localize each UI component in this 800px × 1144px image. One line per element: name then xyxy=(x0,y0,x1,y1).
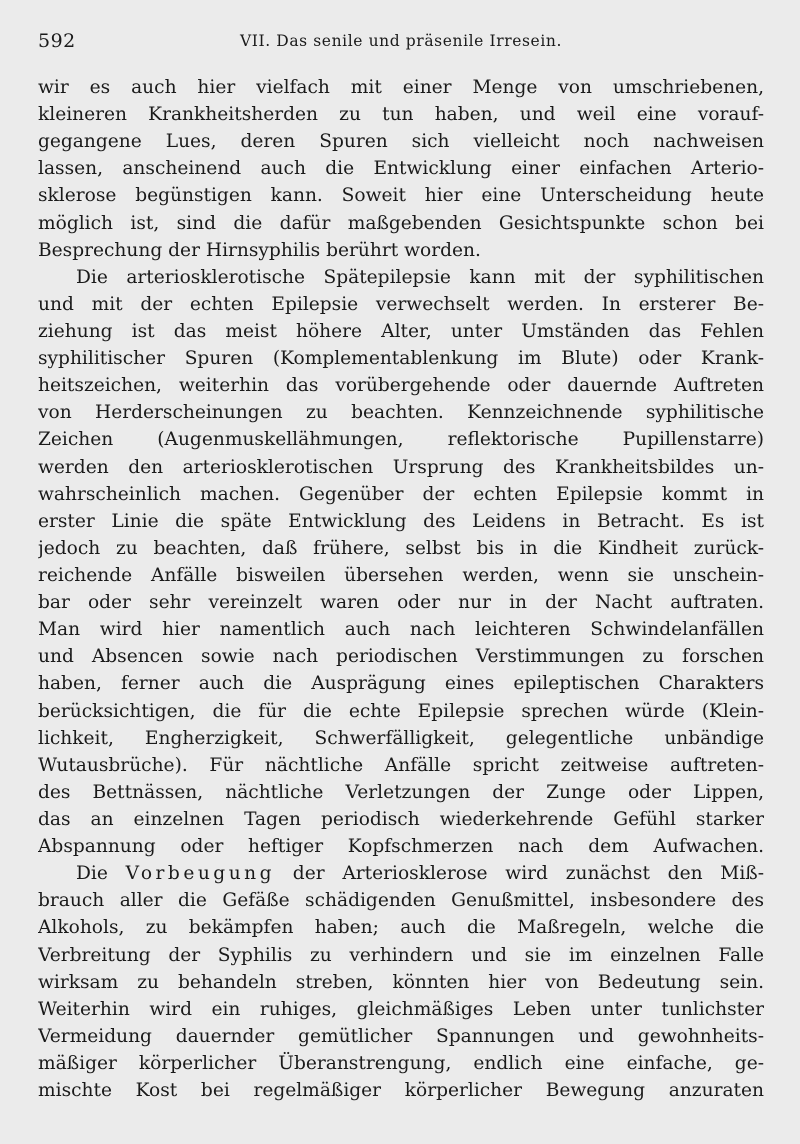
text-line: Verbreitung der Syphilis zu verhindern und sie im einzelnen Falle xyxy=(38,944,764,966)
text-line: lassen, anscheinend auch die Entwicklung einer einfachen Arterio- xyxy=(38,158,764,180)
text-line: Besprechung der Hirnsyphilis berührt worden. xyxy=(38,239,481,261)
page-header xyxy=(38,30,764,56)
running-head: VII. Das senile und präsenile Irresein. xyxy=(240,32,562,50)
text-segment: Die xyxy=(76,863,126,885)
text-line: sklerose begünstigen kann. Soweit hier eine Unterscheidung heute xyxy=(38,185,764,207)
text-line: wahrscheinlich machen. Gegenüber der echten Epilepsie kommt in xyxy=(38,483,764,505)
text-line: berücksichtigen, die für die echte Epilepsie sprechen würde (Klein- xyxy=(38,700,764,722)
text-line: das an einzelnen Tagen periodisch wiederkehrende Gefühl starker xyxy=(38,808,764,830)
text-line: von Herderscheinungen zu beachten. Kennzeichnende syphilitische xyxy=(38,402,764,424)
page-number: 592 xyxy=(38,30,76,52)
text-line: mäßiger körperlicher Überanstrengung, endlich eine einfache, ge- xyxy=(38,1052,764,1074)
text-line: heitszeichen, weiterhin das vorübergehende oder dauernde Auftreten xyxy=(38,375,764,397)
text-line: Wutausbrüche). Für nächtliche Anfälle spricht zeitweise auftreten- xyxy=(38,754,764,776)
text-line: mischte Kost bei regelmäßiger körperlicher Bewegung anzuraten xyxy=(38,1080,764,1102)
text-line: und mit der echten Epilepsie verwechselt werden. In ersterer Be- xyxy=(38,293,764,315)
text-line: wirksam zu behandeln streben, könnten hier von Bedeutung sein. xyxy=(38,971,764,993)
body-text xyxy=(38,74,764,1104)
text-line: kleineren Krankheitsherden zu tun haben, und weil eine vorauf- xyxy=(38,104,764,126)
text-line: möglich ist, sind die dafür maßgebenden Gesichtspunkte schon bei xyxy=(38,212,764,234)
text-line: Abspannung oder heftiger Kopfschmerzen nach dem Aufwachen. xyxy=(38,836,764,858)
text-line: lichkeit, Engherzigkeit, Schwerfälligkeit, gelegentliche unbändige xyxy=(38,727,764,749)
text-line: wir es auch hier vielfach mit einer Menge von umschriebenen, xyxy=(38,77,764,98)
text-line: Alkohols, zu bekämpfen haben; auch die Maßregeln, welche die xyxy=(38,917,764,939)
text-line: und Absencen sowie nach periodischen Verstimmungen zu forschen xyxy=(38,646,764,668)
text-line: ziehung ist das meist höhere Alter, unter Umständen das Fehlen xyxy=(38,320,764,342)
text-line: Man wird hier namentlich auch nach leichteren Schwindelanfällen xyxy=(38,619,764,641)
text-line: brauch aller die Gefäße schädigenden Genußmittel, insbesondere des xyxy=(38,890,764,912)
text-line: Weiterhin wird ein ruhiges, gleichmäßiges Leben unter tunlichster xyxy=(38,998,764,1020)
spaced-emphasis: Vorbeugung xyxy=(125,863,276,885)
text-line: haben, ferner auch die Ausprägung eines epileptischen Charakters xyxy=(38,673,764,695)
text-line: gegangene Lues, deren Spuren sich vielleicht noch nachweisen xyxy=(38,131,764,153)
text-line: bar oder sehr vereinzelt waren oder nur in der Nacht auftraten. xyxy=(38,592,764,614)
text-line: erster Linie die späte Entwicklung des Leidens in Betracht. Es ist xyxy=(38,510,764,532)
text-line: reichende Anfälle bisweilen übersehen werden, wenn sie unschein- xyxy=(38,564,764,586)
text-line: Die arteriosklerotische Spätepilepsie kann mit der syphilitischen xyxy=(76,266,764,288)
text-line: Vermeidung dauernder gemütlicher Spannungen und gewohnheits- xyxy=(38,1025,764,1047)
text-line: syphilitischer Spuren (Komplementablenkung im Blute) oder Krank- xyxy=(38,348,764,370)
text-line xyxy=(38,860,764,887)
text-line: Zeichen (Augenmuskellähmungen, reflektorische Pupillenstarre) xyxy=(38,429,764,451)
text-segment: der Arteriosklerose wird zunächst den Miß- xyxy=(275,863,764,885)
text-line: werden den arteriosklerotischen Ursprung des Krankheitsbildes un- xyxy=(38,456,764,478)
text-line: des Bettnässen, nächtliche Verletzungen der Zunge oder Lippen, xyxy=(38,781,764,803)
text-line: jedoch zu beachten, daß frühere, selbst bis in die Kindheit zurück- xyxy=(38,537,764,559)
